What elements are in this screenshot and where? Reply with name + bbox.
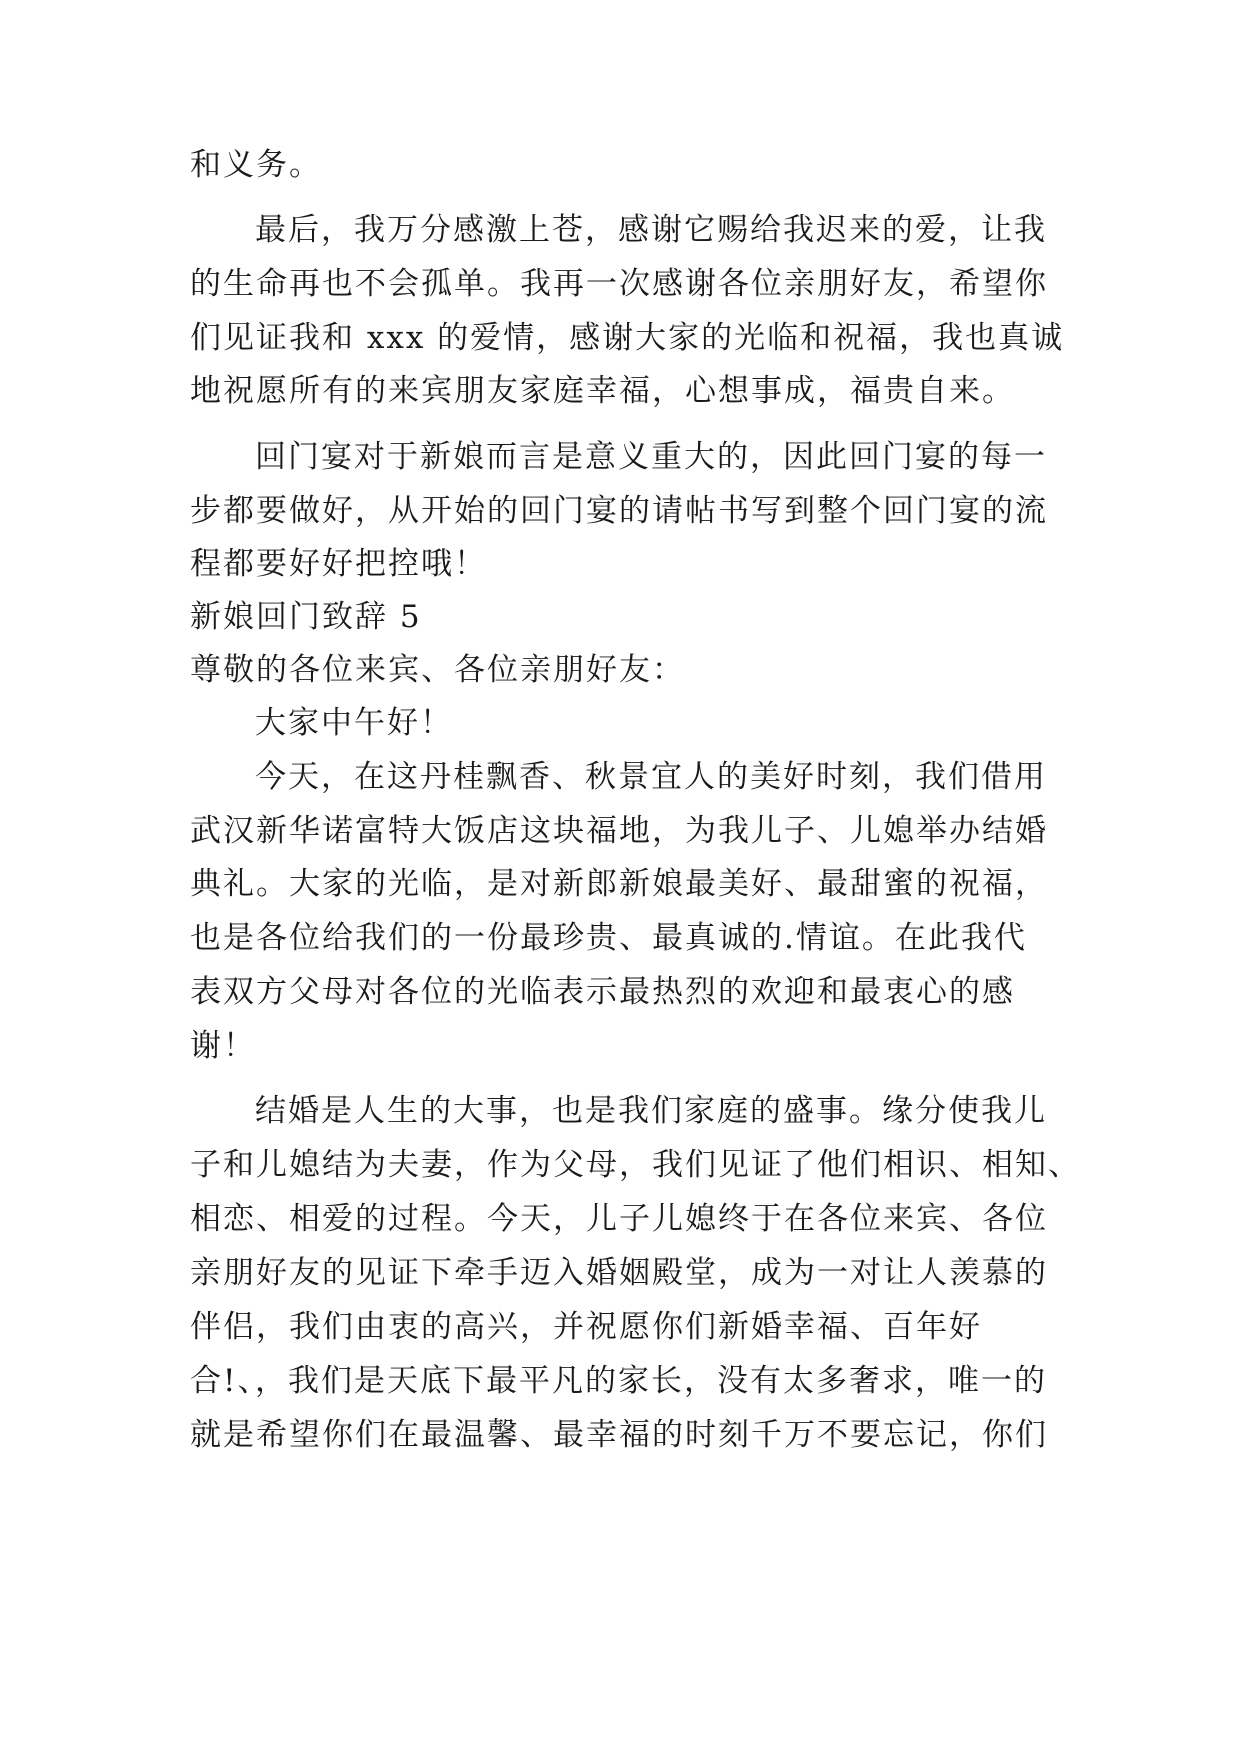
paragraph-start-line: 今天，在这丹桂飘香、秋景宜人的美好时刻，我们借用 xyxy=(255,759,1047,795)
text-line: 和义务。 xyxy=(190,147,322,183)
text-line: 表双方父母对各位的光临表示最热烈的欢迎和最衷心的感 xyxy=(190,974,1015,1010)
text-line: 步都要做好，从开始的回门宴的请帖书写到整个回门宴的流 xyxy=(190,493,1048,529)
paragraph-start-line: 最后，我万分感激上苍，感谢它赐给我迟来的爱，让我 xyxy=(255,212,1047,248)
paragraph-start-line: 回门宴对于新娘而言是意义重大的，因此回门宴的每一 xyxy=(255,439,1047,475)
text-line: 谢！ xyxy=(190,1028,256,1064)
paragraph-start-line: 结婚是人生的大事，也是我们家庭的盛事。缘分使我儿 xyxy=(255,1093,1047,1129)
text-line: 也是各位给我们的一份最珍贵、最真诚的.情谊。在此我代 xyxy=(190,920,1027,956)
text-line: 典礼。大家的光临，是对新郎新娘最美好、最甜蜜的祝福， xyxy=(190,866,1048,902)
text-line: 地祝愿所有的来宾朋友家庭幸福，心想事成，福贵自来。 xyxy=(190,373,1015,409)
salutation-line: 尊敬的各位来宾、各位亲朋好友： xyxy=(190,652,685,688)
text-line: 武汉新华诺富特大饭店这块福地，为我儿子、儿媳举办结婚 xyxy=(190,813,1048,849)
text-line: 子和儿媳结为夫妻，作为父母，我们见证了他们相识、相知、 xyxy=(190,1147,1081,1183)
text-line: 相恋、相爱的过程。今天，儿子儿媳终于在各位来宾、各位 xyxy=(190,1201,1048,1237)
text-line: 的生命再也不会孤单。我再一次感谢各位亲朋好友，希望你 xyxy=(190,266,1048,302)
text-line: 合!、，我们是天底下最平凡的家长，没有太多奢求，唯一的 xyxy=(190,1363,1047,1399)
text-line: 伴侣，我们由衷的高兴，并祝愿你们新婚幸福、百年好 xyxy=(190,1309,982,1345)
text-line: 就是希望你们在最温馨、最幸福的时刻千万不要忘记，你们 xyxy=(190,1417,1048,1453)
greeting-line: 大家中午好！ xyxy=(255,705,453,741)
text-line: 们见证我和 xxx 的爱情，感谢大家的光临和祝福，我也真诚 xyxy=(190,320,1065,356)
section-heading: 新娘回门致辞 5 xyxy=(190,599,422,635)
text-line: 亲朋好友的见证下牵手迈入婚姻殿堂，成为一对让人羡慕的 xyxy=(190,1255,1048,1291)
text-line: 程都要好好把控哦！ xyxy=(190,546,487,582)
